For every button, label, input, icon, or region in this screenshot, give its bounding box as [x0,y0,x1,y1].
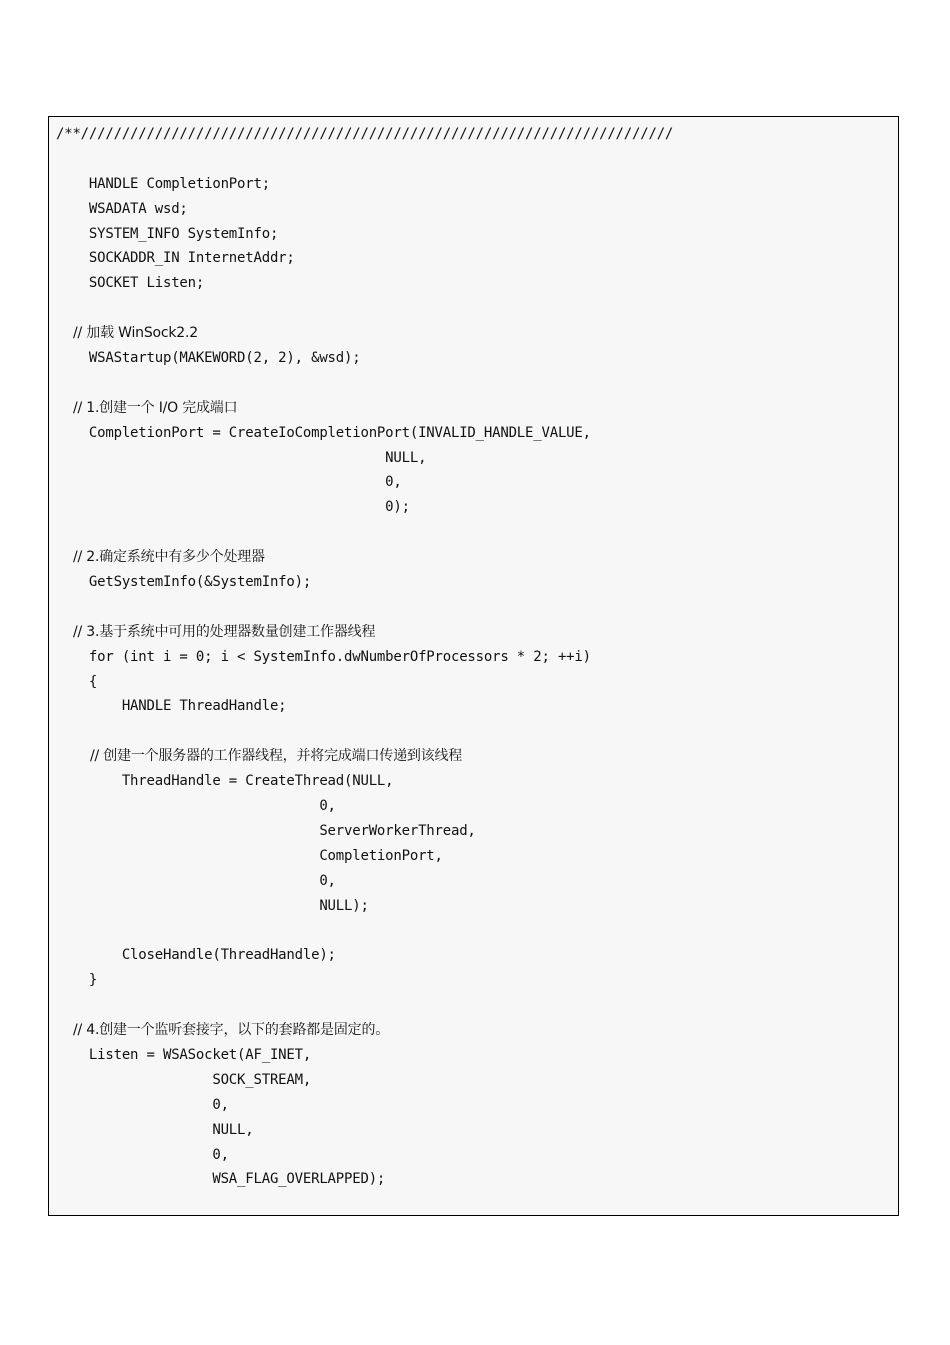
code-line: SOCKADDR_IN InternetAddr; [56,250,295,267]
code-line: CloseHandle(ThreadHandle); [56,947,336,964]
code-line: 0, [56,474,402,491]
code-line: SYSTEM_INFO SystemInfo; [56,225,279,242]
code-line: SOCKET Listen; [56,275,205,292]
code-line: ThreadHandle = CreateThread(NULL, [56,773,394,790]
code-line: Listen = WSASocket(AF_INET, [56,1046,312,1063]
code-line: WSAStartup(MAKEWORD(2, 2), &wsd); [56,350,361,367]
code-block [48,116,899,1216]
code-text [56,122,673,1192]
code-line [56,147,673,172]
code-line [56,595,673,620]
code-line: WSA_FLAG_OVERLAPPED); [56,1171,386,1188]
code-line [56,919,673,944]
code-line [56,520,673,545]
code-line: HANDLE ThreadHandle; [56,698,287,715]
code-comment: // 加载 WinSock2.2 [56,325,198,342]
code-line: 0); [56,499,410,516]
code-line: 0, [56,872,336,889]
code-line: NULL, [56,1121,254,1138]
code-line: NULL); [56,897,369,914]
code-line [56,296,673,321]
code-line [56,993,673,1018]
code-comment: // 创建一个服务器的工作器线程，并将完成端口传递到该线程 [56,748,463,765]
code-line: CompletionPort = CreateIoCompletionPort(INVALID_HANDLE_VALUE, [56,424,591,441]
code-comment: // 3.基于系统中可用的处理器数量创建工作器线程 [56,623,376,640]
code-line: WSADATA wsd; [56,200,188,217]
code-line: ServerWorkerThread, [56,822,476,839]
code-line [56,371,673,396]
code-line: 0, [56,1096,229,1113]
code-line: CompletionPort, [56,847,443,864]
code-line: } [56,972,98,989]
code-line: 0, [56,798,336,815]
code-line: /**//////////////////////////////////////////////////////////////////////// [56,126,674,142]
code-line [56,719,673,744]
code-comment: // 2.确定系统中有多少个处理器 [56,549,265,566]
code-line: SOCK_STREAM, [56,1071,312,1088]
code-line: for (int i = 0; i < SystemInfo.dwNumberOfProcessors * 2; ++i) [56,648,591,665]
code-line: 0, [56,1146,229,1163]
code-line: NULL, [56,449,427,466]
code-line: HANDLE CompletionPort; [56,175,270,192]
code-comment: // 4.创建一个监听套接字，以下的套路都是固定的。 [56,1022,390,1039]
code-comment: // 1.创建一个 I/O 完成端口 [56,399,238,416]
code-line: { [56,673,98,690]
code-line: GetSystemInfo(&SystemInfo); [56,574,312,591]
